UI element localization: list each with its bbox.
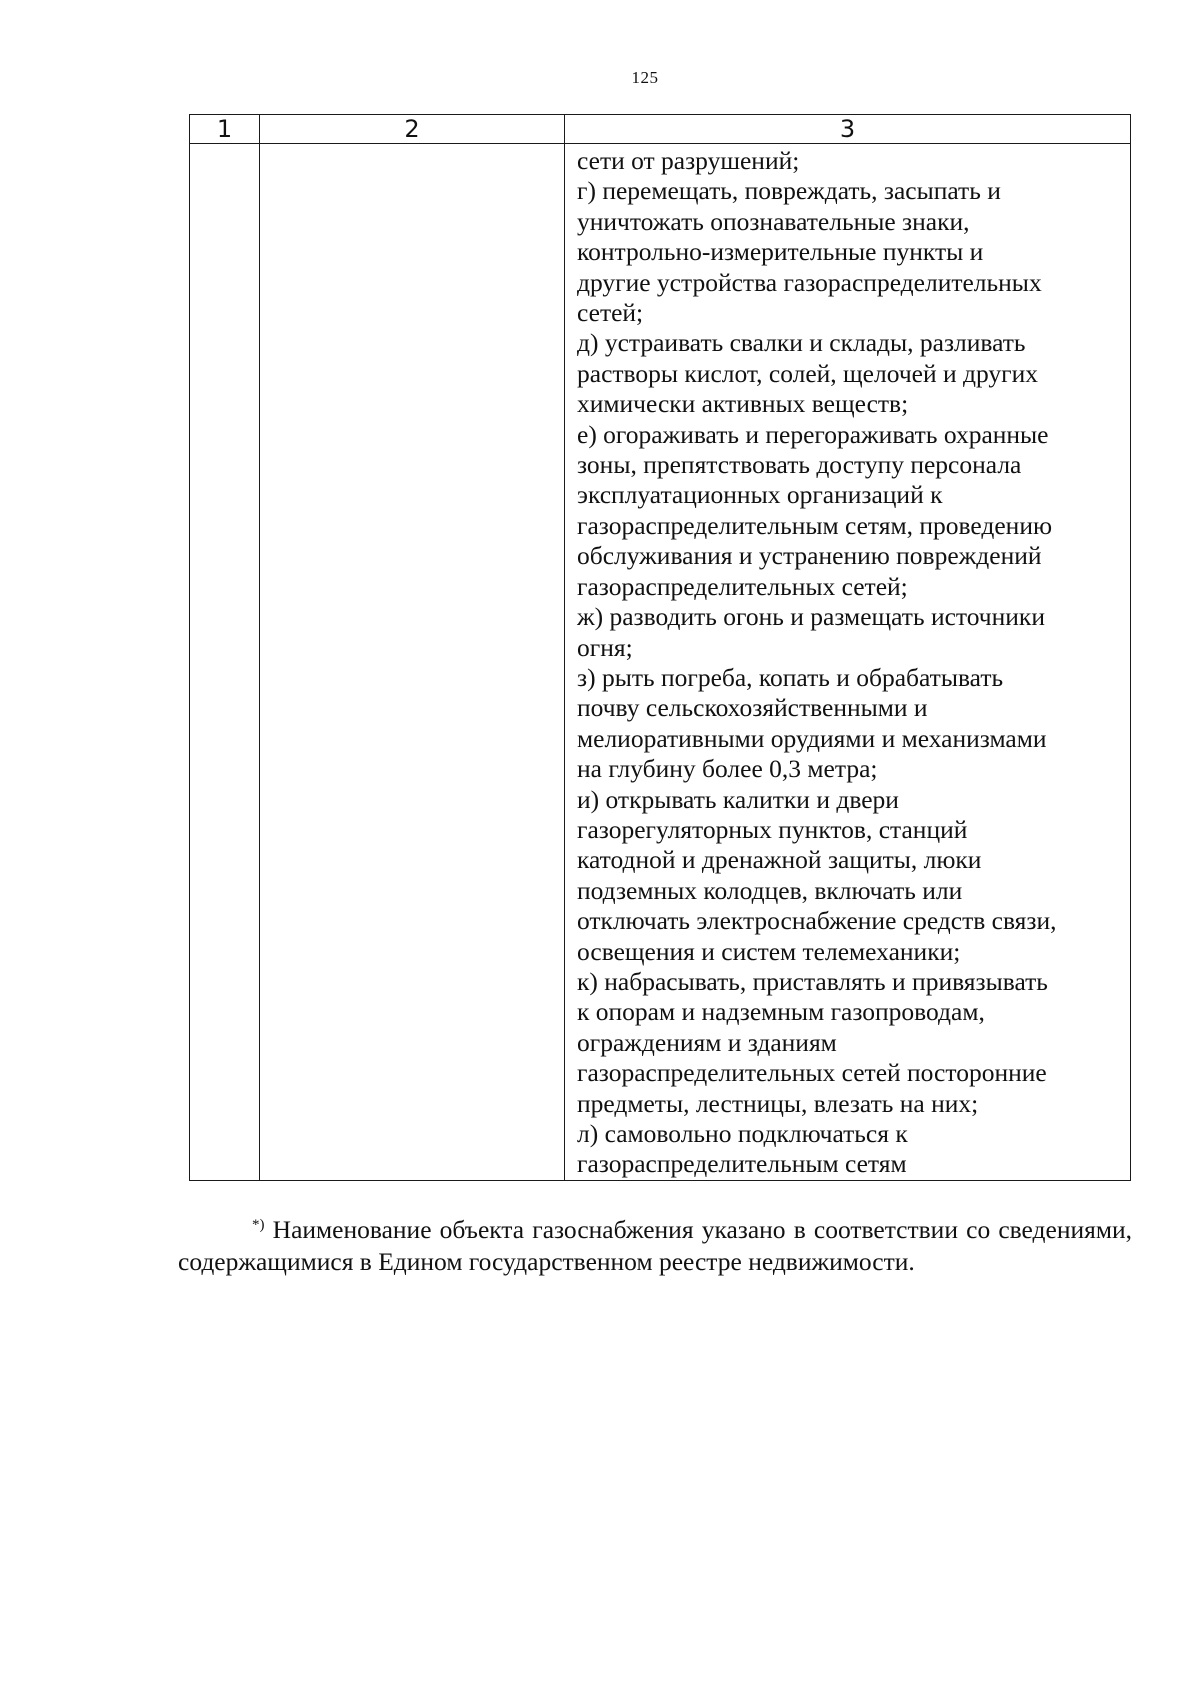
footnote-paragraph — [178, 1214, 1132, 1278]
text-line: з) рыть погреба, копать и обрабатывать — [577, 662, 1004, 692]
text-line: газораспределительным сетям, проведению — [577, 510, 1053, 540]
column-header-2: 2 — [260, 115, 565, 144]
text-line: почву сельскохозяйственными и — [577, 693, 928, 723]
text-line: газораспределительных сетей; — [577, 571, 908, 601]
text-line: газорегуляторных пунктов, станций — [577, 814, 968, 844]
text-line: мелиоративными орудиями и механизмами — [577, 723, 1047, 753]
text-line: химически активных веществ; — [577, 389, 909, 419]
text-line: подземных колодцев, включать или — [577, 875, 963, 905]
table-cell-col2 — [260, 144, 565, 1181]
text-line: растворы кислот, солей, щелочей и других — [577, 358, 1038, 388]
text-line: зоны, препятствовать доступу персонала — [577, 450, 1022, 480]
restrictions-list — [565, 144, 1130, 1180]
text-line: освещения и систем телемеханики; — [577, 936, 961, 966]
text-line: эксплуатационных организаций к — [577, 480, 943, 510]
text-line: другие устройства газораспределительных — [577, 267, 1042, 297]
table-row — [190, 144, 1131, 1181]
text-line: к) набрасывать, приставлять и привязывать — [577, 966, 1048, 996]
text-line: е) огораживать и перегораживать охранные — [577, 419, 1049, 449]
table-cell-col1 — [190, 144, 260, 1181]
text-line: сетей; — [577, 298, 644, 328]
text-line: г) перемещать, повреждать, засыпать и — [577, 176, 1001, 206]
footnote-marker: *) — [252, 1217, 265, 1233]
text-line: ж) разводить огонь и размещать источники — [577, 602, 1045, 632]
text-line: на глубину более 0,3 метра; — [577, 754, 878, 784]
text-line: катодной и дренажной защиты, люки — [577, 845, 982, 875]
text-line: газораспределительных сетей посторонние — [577, 1058, 1047, 1088]
text-line: предметы, лестницы, влезать на них; — [577, 1088, 979, 1118]
text-line: ограждениям и зданиям — [577, 1027, 837, 1057]
footnote-text: Наименование объекта газоснабжения указано в соответствии со сведениями, содержащимися в Едином государственном реестре недвижимости. — [178, 1215, 1132, 1276]
column-header-1: 1 — [190, 115, 260, 144]
text-line: л) самовольно подключаться к — [577, 1119, 908, 1148]
text-line: обслуживания и устранению повреждений — [577, 541, 1042, 571]
text-line: контрольно-измерительные пункты и — [577, 237, 984, 267]
text-line: сети от разрушений; — [577, 146, 800, 175]
text-line: газораспределительным сетям — [577, 1149, 907, 1179]
footnote — [178, 1214, 1132, 1278]
text-line: и) открывать калитки и двери — [577, 784, 899, 814]
text-line: огня; — [577, 632, 633, 662]
table-header-row — [190, 115, 1131, 144]
table-cell-col3 — [565, 144, 1131, 1181]
text-line: уничтожать опознавательные знаки, — [577, 206, 970, 236]
page-number: 125 — [631, 68, 659, 87]
text-line: отключать электроснабжение средств связи, — [577, 906, 1057, 936]
column-header-3: 3 — [565, 115, 1131, 144]
document-table — [189, 114, 1131, 1181]
text-line: к опорам и надземным газопроводам, — [577, 997, 985, 1027]
text-line: д) устраивать свалки и склады, разливать — [577, 328, 1026, 358]
